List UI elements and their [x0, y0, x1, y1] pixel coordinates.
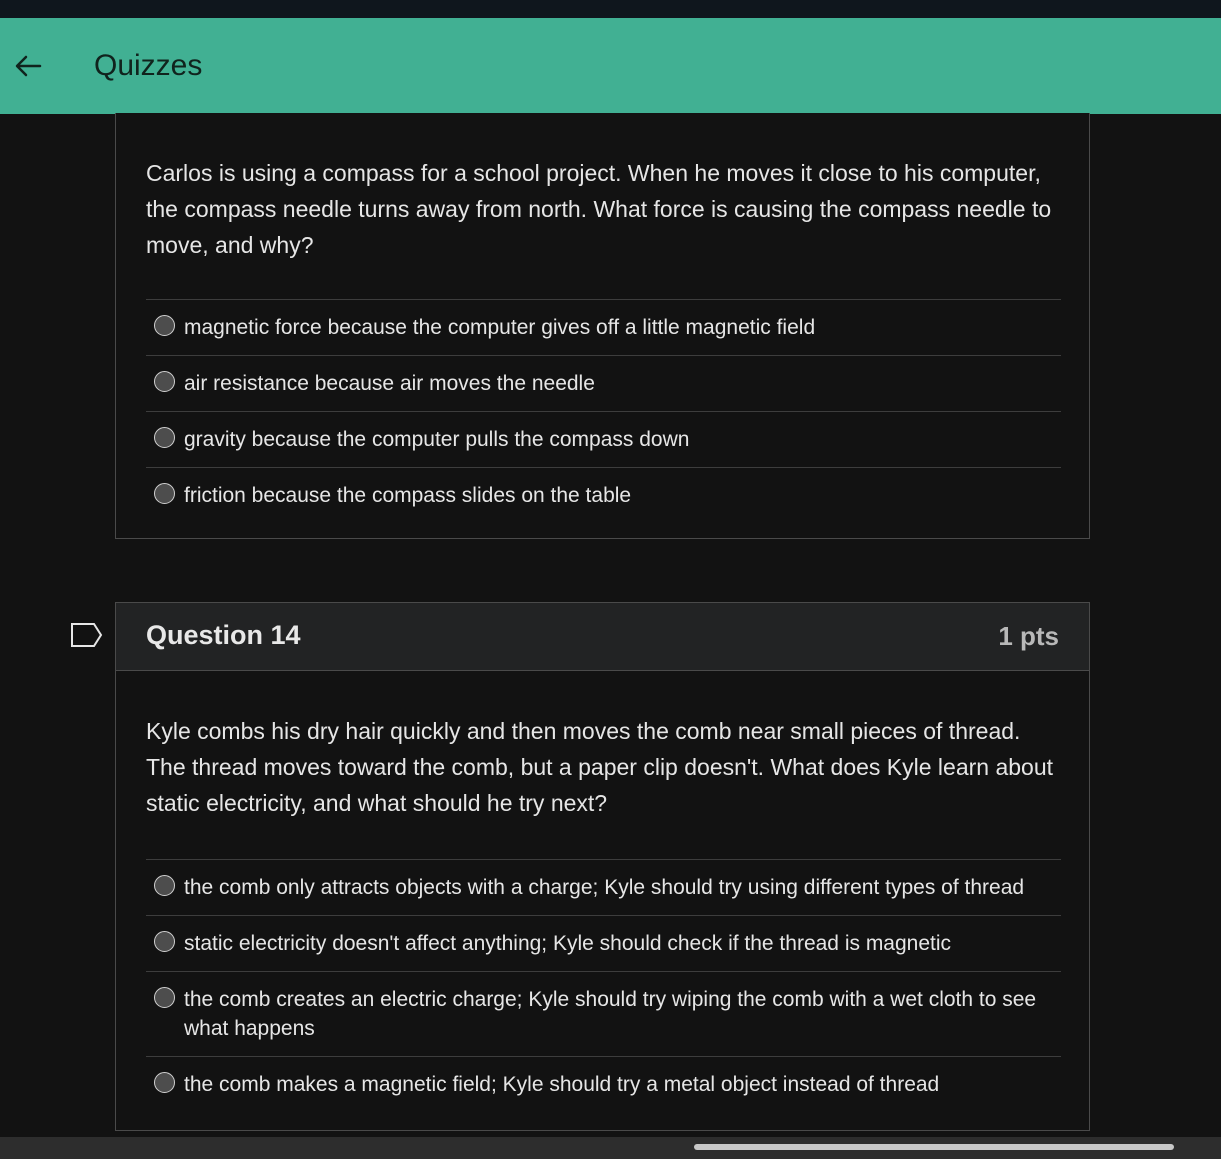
- status-bar: [0, 0, 1221, 18]
- radio-button[interactable]: [154, 315, 175, 336]
- answer-list: [146, 299, 1061, 523]
- answer-option[interactable]: [146, 412, 1061, 468]
- answer-label: magnetic force because the computer gives off a little magnetic field: [184, 316, 816, 339]
- answer-option[interactable]: [146, 972, 1061, 1057]
- horizontal-scrollbar[interactable]: [694, 1144, 1174, 1150]
- answer-option[interactable]: [146, 468, 1061, 523]
- answer-option[interactable]: [146, 356, 1061, 412]
- radio-button[interactable]: [154, 1072, 175, 1093]
- answer-option[interactable]: [146, 860, 1061, 916]
- question-card-14: [115, 602, 1090, 1131]
- radio-button[interactable]: [154, 427, 175, 448]
- question-title: Question 14: [146, 620, 301, 650]
- question-header: [116, 603, 1089, 671]
- answer-label: the comb only attracts objects with a charge; Kyle should try using different types of thread: [184, 876, 1025, 899]
- question-card-13: [115, 113, 1090, 539]
- answer-list: [146, 859, 1061, 1112]
- answer-label: air resistance because air moves the needle: [184, 372, 595, 395]
- answer-option[interactable]: [146, 916, 1061, 972]
- radio-button[interactable]: [154, 875, 175, 896]
- arrow-left-icon: [14, 54, 42, 78]
- question-text: Carlos is using a compass for a school project. When he moves it close to his computer, the compass needle turns away from north. What force is causing the compass needle to move, and why?: [146, 160, 1052, 258]
- answer-label: static electricity doesn't affect anything; Kyle should check if the thread is magnetic: [184, 932, 952, 955]
- bookmark-flag-icon: [70, 622, 104, 648]
- question-text: Kyle combs his dry hair quickly and then moves the comb near small pieces of thread. The thread moves toward the comb, but a paper clip doesn't. What does Kyle learn about static electricity, and what should he try next?: [146, 718, 1054, 816]
- answer-label: friction because the compass slides on the table: [184, 484, 632, 507]
- radio-button[interactable]: [154, 987, 175, 1008]
- answer-label: the comb makes a magnetic field; Kyle should try a metal object instead of thread: [184, 1073, 940, 1096]
- answer-label: gravity because the computer pulls the compass down: [184, 428, 690, 451]
- answer-option[interactable]: [146, 1057, 1061, 1112]
- question-points: 1 pts: [998, 621, 1059, 651]
- radio-button[interactable]: [154, 931, 175, 952]
- radio-button[interactable]: [154, 371, 175, 392]
- answer-label: the comb creates an electric charge; Kyle should try wiping the comb with a wet cloth to see what happens: [184, 988, 1037, 1040]
- flag-question-button[interactable]: [70, 622, 104, 648]
- app-bar: [0, 18, 1221, 114]
- radio-button[interactable]: [154, 483, 175, 504]
- back-button[interactable]: [8, 48, 48, 84]
- answer-option[interactable]: [146, 300, 1061, 356]
- page-title: Quizzes: [94, 49, 203, 82]
